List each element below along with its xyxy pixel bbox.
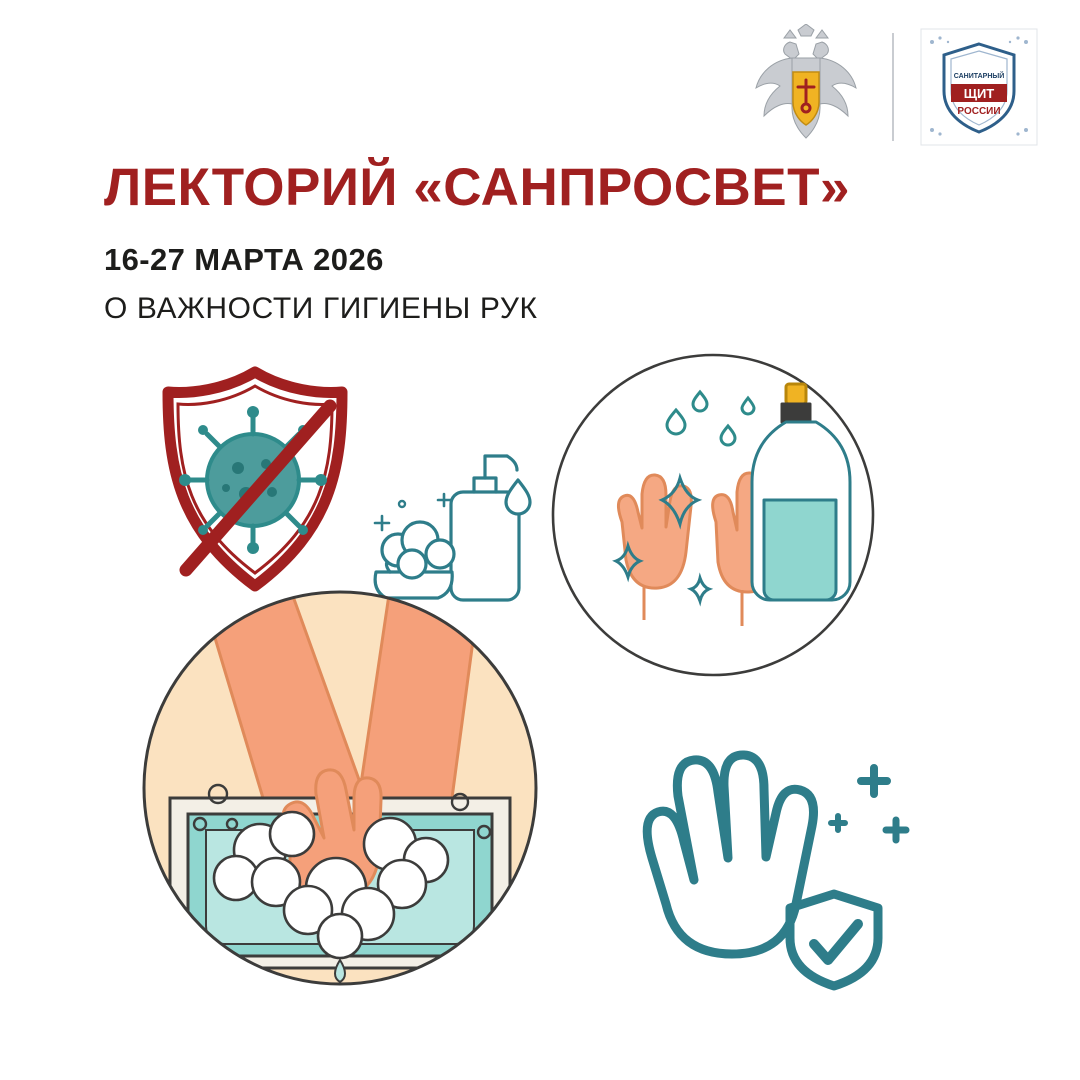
shield-logo-line3: РОССИИ [957, 105, 1001, 117]
clean-hand-check-icon [628, 708, 918, 1003]
page-subtitle: О ВАЖНОСТИ ГИГИЕНЫ РУК [104, 291, 538, 325]
event-dates: 16-27 МАРТА 2026 [104, 241, 384, 277]
shield-no-virus-icon [150, 360, 360, 605]
shield-logo-line1: САНИТАРНЫЙ [953, 72, 1005, 80]
illustration-area [0, 340, 1080, 1080]
header-logos [746, 24, 1038, 149]
page-title: ЛЕКТОРИЙ «САНПРОСВЕТ» [104, 158, 850, 217]
sanitary-shield-logo-icon [920, 28, 1038, 146]
shield-logo-line2: ЩИТ [963, 85, 995, 101]
header-divider [892, 33, 894, 141]
title-block [104, 160, 984, 326]
hand-sanitizer-spray-icon [548, 350, 878, 685]
rospotrebnadzor-emblem-icon [746, 24, 866, 149]
washing-hands-sink-icon [140, 588, 540, 993]
